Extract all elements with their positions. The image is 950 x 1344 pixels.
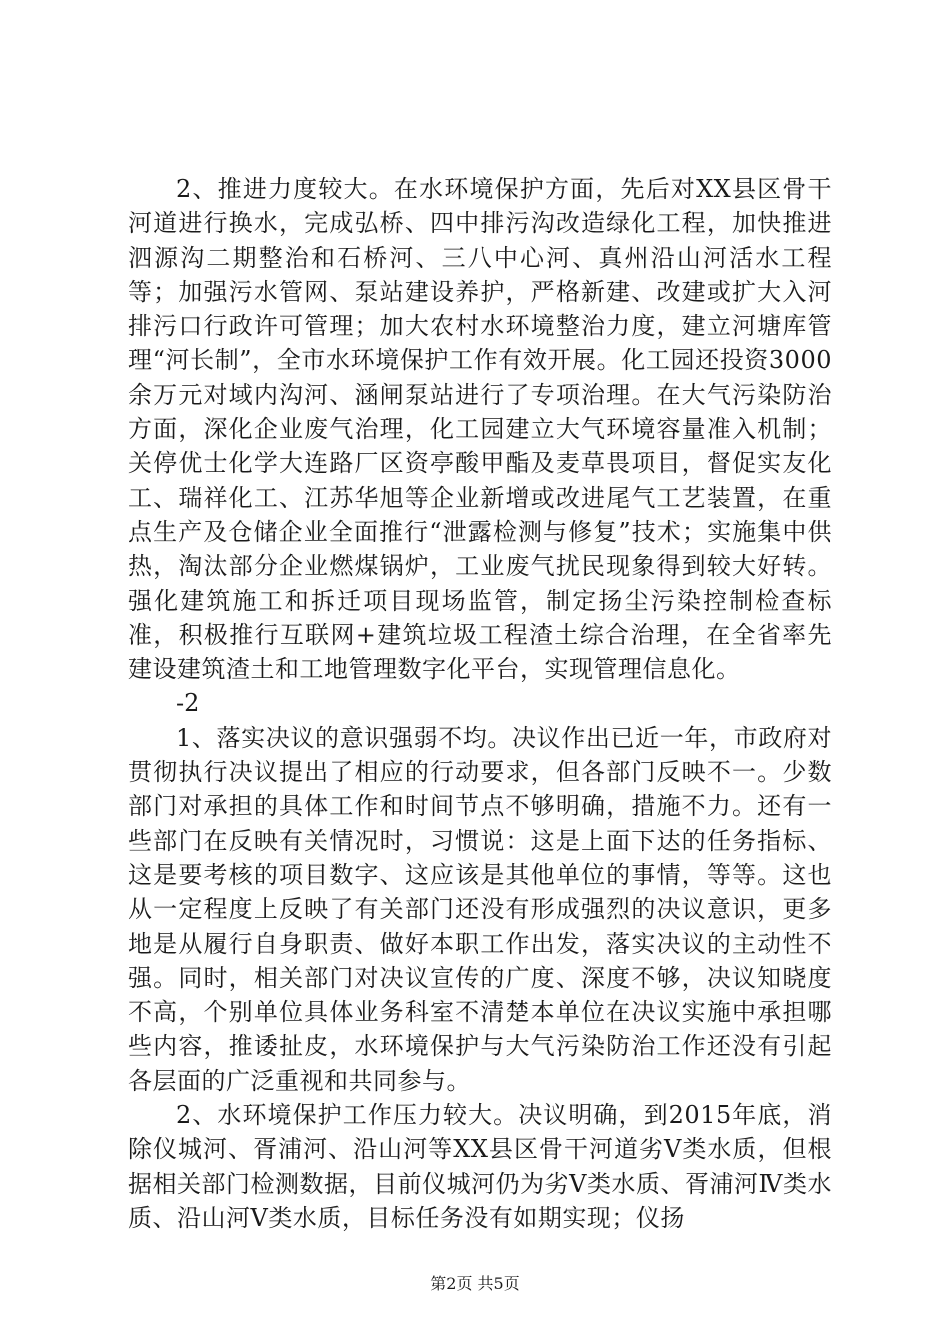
paragraph-awareness: 1、落实决议的意识强弱不均。决议作出已近一年，市政府对贯彻执行决议提出了相应的行动要求，但各部门反映不一。少数部门对承担的具体工作和时间节点不够明确，措施不力。还有一些部门在反映有关情况时，习惯说：这是上面下达的任务指标、这是要考核的项目数字、这应该是其他单位的事情，等等。这也从一定程度上反映了有关部门还没有形成强烈的决议意识，更多地是从履行自身职责、做好本职工作出发，落实决议的主动性不强。同时，相关部门对决议宣传的广度、深度不够，决议知晓度不高，个别单位具体业务科室不清楚本单位在决议实施中承担哪些内容，推诿扯皮，水环境保护与大气污染防治工作还没有引起各层面的广泛重视和共同参与。 — [128, 723, 832, 1095]
paragraph-progress: 2、推进力度较大。在水环境保护方面，先后对XX县区骨干河道进行换水，完成弘桥、四中排污沟改造绿化工程，加快推进泗源沟二期整治和石桥河、三八中心河、真州沿山河活水工程等；加强污水管网、泵站建设养护，严格新建、改建或扩大入河排污口行政许可管理；加大农村水环境整治力度，建立河塘库管理“河长制”，全市水环境保护工作有效开展。化工园还投资3000余万元对域内沟河、涵闸泵站进行了专项治理。在大气污染防治方面，深化企业废气治理，化工园建立大气环境容量准入机制；关停优士化学大连路厂区资亭酸甲酯及麦草畏项目，督促实友化工、瑞祥化工、江苏华旭等企业新增或改进尾气工艺装置，在重点生产及仓储企业全面推行“泄露检测与修复”技术；实施集中供热，淘汰部分企业燃煤锅炉，工业废气扰民现象得到较大好转。强化建筑施工和拆迁项目现场监管，制定扬尘污染控制检查标准，积极推行互联网+建筑垃圾工程渣土综合治理，在全省率先建设建筑渣土和工地管理数字化平台，实现管理信息化。 — [128, 175, 832, 684]
paragraph-water-pressure: 2、水环境保护工作压力较大。决议明确，到2015年底，消除仪城河、胥浦河、沿山河等XX县区骨干河道劣Ⅴ类水质，但根据相关部门检测数据，目前仪城河仍为劣Ⅴ类水质、胥浦河Ⅳ类水质、沿山河Ⅴ类水质，目标任务没有如期实现；仪扬 — [128, 1101, 832, 1232]
section-marker: -2 — [176, 689, 200, 718]
page-footer: 第2页 共5页 — [430, 1274, 520, 1293]
document-body — [128, 172, 832, 1235]
